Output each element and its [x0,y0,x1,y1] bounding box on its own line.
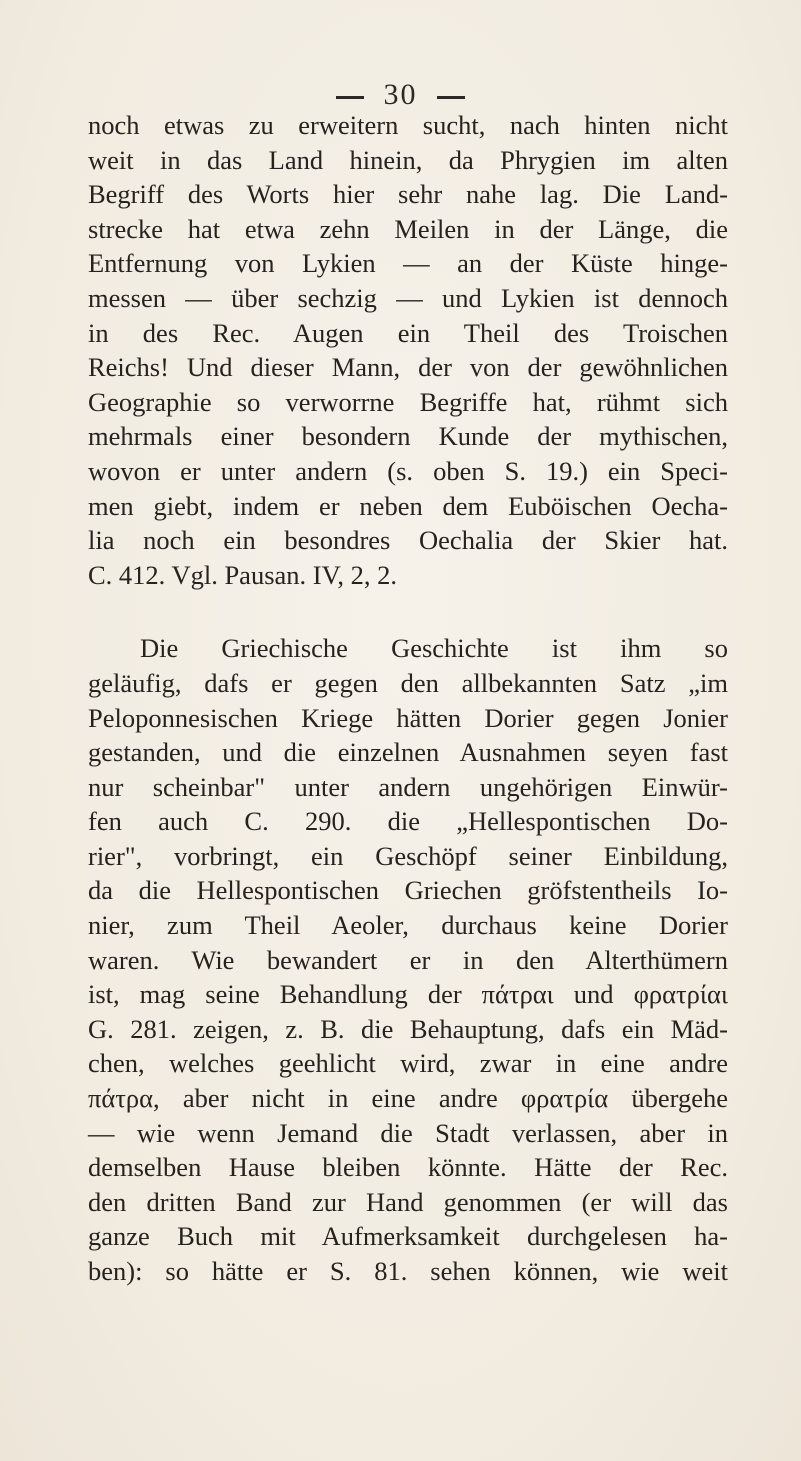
text-line: in des Rec. Augen ein Theil des Troischen [88,317,728,348]
text-line: weit in das Land hinein, da Phrygien im alten [88,144,728,175]
text-line: Die Griechische Geschichte ist ihm so [140,633,728,664]
paragraph-gap [88,592,728,631]
text-line: Reichs! Und dieser Mann, der von der gewöhnlichen [88,352,728,383]
text-line: demselben Hause bleiben könnte. Hätte der Rec. [88,1152,728,1183]
text-line: da die Hellespontischen Griechen gröfstentheils Io- [88,875,728,906]
text-line: strecke hat etwa zehn Meilen in der Länge, die [88,213,728,244]
paragraph-2 [88,631,728,1288]
text-line: fen auch C. 290. die „Hellespontischen Do- [88,806,728,837]
paragraph-1 [88,108,728,592]
text-line: lia noch ein besondres Oechalia der Skier hat. [88,525,728,556]
text-line: Entfernung von Lykien — an der Küste hinge- [88,248,728,279]
text-line: Begriff des Worts hier sehr nahe lag. Die Land- [88,179,728,210]
text-line: men giebt, indem er neben dem Euböischen Oecha- [88,490,728,521]
text-line: — wie wenn Jemand die Stadt verlassen, aber in [88,1117,728,1148]
text-line: G. 281. zeigen, z. B. die Behauptung, dafs ein Mäd- [88,1013,728,1044]
text-line: Geographie so verworrne Begriffe hat, rühmt sich [88,386,728,417]
text-line: messen — über sechzig — und Lykien ist dennoch [88,282,728,313]
text-line: ganze Buch mit Aufmerksamkeit durchgelesen ha- [88,1221,728,1252]
header-right-dash [437,96,465,99]
text-line: nur scheinbar" unter andern ungehörigen Einwür- [88,771,728,802]
page-header [0,78,801,112]
text-line: Peloponnesischen Kriege hätten Dorier gegen Jonier [88,702,728,733]
header-left-dash [336,96,364,99]
text-line: πάτρα, aber nicht in eine andre φρατρία übergehe [88,1083,728,1114]
text-line: noch etwas zu erweitern sucht, nach hinten nicht [88,110,728,140]
text-line: C. 412. Vgl. Pausan. IV, 2, 2. [88,559,397,590]
text-line: den dritten Band zur Hand genommen (er will das [88,1186,728,1217]
text-line: rier", vorbringt, ein Geschöpf seiner Einbildung, [88,840,728,871]
body-text [88,108,728,1289]
text-line: ben): so hätte er S. 81. sehen können, wie weit [88,1256,728,1286]
text-line: mehrmals einer besondern Kunde der mythischen, [88,421,728,452]
text-line: nier, zum Theil Aeoler, durchaus keine Dorier [88,910,728,941]
text-line: geläufig, dafs er gegen den allbekannten Satz „im [88,667,728,698]
text-line: ist, mag seine Behandlung der πάτραι und φρατρίαι [88,979,728,1010]
text-line: wovon er unter andern (s. oben S. 19.) ein Speci- [88,455,728,486]
page-number: 30 [383,78,418,111]
text-line: gestanden, und die einzelnen Ausnahmen seyen fast [88,737,728,768]
text-line: waren. Wie bewandert er in den Alterthümern [88,944,728,975]
text-line: chen, welches geehlicht wird, zwar in eine andre [88,1048,728,1079]
